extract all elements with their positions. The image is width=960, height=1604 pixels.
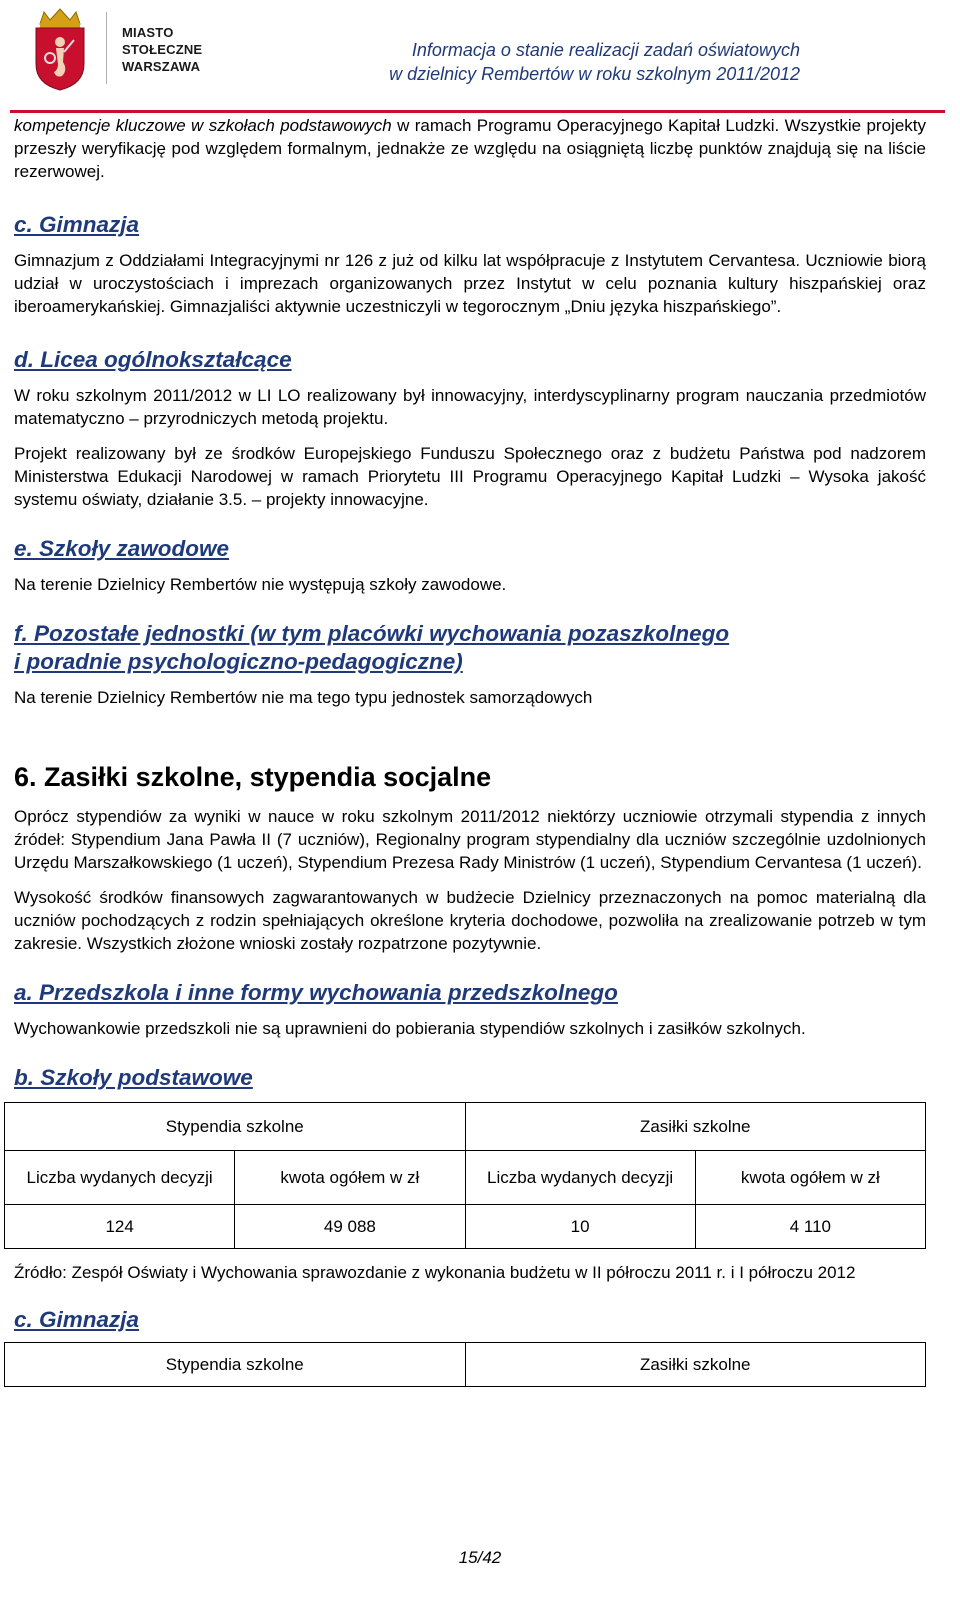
- table-header-cell: Liczba wydanych decyzji: [465, 1151, 695, 1205]
- section-heading-szkoly-zawodowe: e. Szkoły zawodowe: [14, 536, 230, 561]
- szkoly-podstawowe-table: [4, 1102, 926, 1249]
- page-header: [0, 0, 960, 118]
- table-group-zasilki: Zasiłki szkolne: [465, 1343, 926, 1387]
- section-heading-gimnazja-zasilki: c. Gimnazja: [14, 1307, 140, 1332]
- table-cell: 49 088: [235, 1205, 465, 1249]
- logo-divider: [106, 12, 107, 84]
- table-column-header-row: [5, 1151, 926, 1205]
- logo-wordmark: [122, 24, 202, 75]
- header-rule: [10, 110, 945, 113]
- section-heading-licea: d. Licea ogólnokształcące: [14, 347, 292, 372]
- table-group-stypendia: Stypendia szkolne: [5, 1103, 466, 1151]
- document-title-line1: Informacja o stanie realizacji zadań oświatowych: [411, 40, 800, 60]
- page-content: [14, 114, 926, 1387]
- section-heading-gimnazja: c. Gimnazja: [14, 212, 140, 237]
- table-cell: 124: [5, 1205, 235, 1249]
- table-row: [5, 1205, 926, 1249]
- pozostale-paragraph: Na terenie Dzielnicy Rembertów nie ma tego typu jednostek samorządowych: [14, 688, 593, 707]
- logo-text-line2: STOŁECZNE: [122, 42, 203, 57]
- pozostale-heading-line1: f. Pozostałe jednostki (w tym placówki wychowania pozaszkolnego: [14, 621, 730, 646]
- table-header-cell: kwota ogółem w zł: [235, 1151, 465, 1205]
- licea-paragraph-2: Projekt realizowany był ze środków Europejskiego Funduszu Społecznego oraz z budżetu Państwa pod nadzorem Ministerstwa Edukacji Narodowej w ramach Priorytetu III Programu Operacyjnego Kapitał Ludzki – Wysoka jakość systemu oświaty, działanie 3.5. – projekty innowacyjne.: [14, 444, 926, 509]
- gimnazja-table: [4, 1342, 926, 1387]
- przedszkola-paragraph: Wychowankowie przedszkoli nie są uprawnieni do pobierania stypendiów szkolnych i zasiłków szkolnych.: [14, 1019, 806, 1038]
- pozostale-heading-line2: i poradnie psychologiczno-pedagogiczne): [14, 649, 463, 674]
- document-title: [389, 38, 800, 86]
- table-group-stypendia: Stypendia szkolne: [5, 1343, 466, 1387]
- table-group-zasilki: Zasiłki szkolne: [465, 1103, 926, 1151]
- table-cell: 10: [465, 1205, 695, 1249]
- gimnazja-paragraph: Gimnazjum z Oddziałami Integracyjnymi nr 126 z już od kilku lat współpracuje z Instytutem Cervantesa. Uczniowie biorą udział w uroczystościach i imprezach organizowanych przez Instytut w celu poznania kultury hiszpańskiej oraz iberoamerykańskiej. Gimnazjaliści aktywnie uczestniczyli w tegorocznym „Dniu języka hiszpańskiego”.: [14, 251, 926, 316]
- table-header-cell: kwota ogółem w zł: [695, 1151, 925, 1205]
- section-heading-szkoly-podstawowe: b. Szkoły podstawowe: [14, 1065, 253, 1090]
- section-heading-pozostale-jednostki: [14, 620, 926, 676]
- source-note: Źródło: Zespół Oświaty i Wychowania sprawozdanie z wykonania budżetu w II półroczu 2011 r. i I półroczu 2012: [14, 1263, 856, 1282]
- page-number: 15/42: [458, 1548, 502, 1567]
- intro-paragraph: [14, 114, 926, 183]
- section-heading-zasilki: 6. Zasiłki szkolne, stypendia socjalne: [14, 762, 492, 792]
- zasilki-paragraph-2: Wysokość środków finansowych zagwarantowanych w budżecie Dzielnicy przeznaczonych na pomoc materialną dla uczniów pochodzących z rodzin spełniających określone kryteria dochodowe, pozwoliła na zrealizowanie potrzeb w tym zakresie. Wszystkich złożone wnioski zostały rozpatrzone pozytywnie.: [14, 888, 926, 953]
- document-title-line2: w dzielnicy Rembertów w roku szkolnym 2011/2012: [389, 64, 800, 84]
- intro-text: w ramach Programu Operacyjnego Kapitał Ludzki. Wszystkie projekty przeszły weryfikację pod względem formalnym, jednakże ze względu na osiągniętą liczbę punktów znajdują się na liście rezerwowej.: [14, 116, 926, 181]
- table-header-cell: Liczba wydanych decyzji: [5, 1151, 235, 1205]
- table-cell: 4 110: [695, 1205, 925, 1249]
- warsaw-coat-of-arms-logo: [30, 6, 90, 91]
- logo-text-line1: MIASTO: [122, 25, 174, 40]
- intro-italic-text: kompetencje kluczowe w szkołach podstawowych: [14, 116, 392, 135]
- szkoly-zawodowe-paragraph: Na terenie Dzielnicy Rembertów nie występują szkoły zawodowe.: [14, 575, 507, 594]
- logo-text-line3: WARSZAWA: [122, 59, 201, 74]
- table-group-header-row: [5, 1103, 926, 1151]
- section-heading-przedszkola: a. Przedszkola i inne formy wychowania przedszkolnego: [14, 980, 618, 1005]
- table-group-header-row: [5, 1343, 926, 1387]
- licea-paragraph-1: W roku szkolnym 2011/2012 w LI LO realizowany był innowacyjny, interdyscyplinarny program nauczania przedmiotów matematyczno – przyrodniczych metodą projektu.: [14, 386, 926, 428]
- zasilki-paragraph-1: Oprócz stypendiów za wyniki w nauce w roku szkolnym 2011/2012 niektórzy uczniowie otrzymali stypendia z innych źródeł: Stypendium Jana Pawła II (7 uczniów), Regionalny program stypendialny dla uczniów szczególnie uzdolnionych Urzędu Marszałkowskiego (1 uczeń), Stypendium Prezesa Rady Ministrów (1 uczeń), Stypendium Cervantesa (1 uczeń).: [14, 807, 926, 872]
